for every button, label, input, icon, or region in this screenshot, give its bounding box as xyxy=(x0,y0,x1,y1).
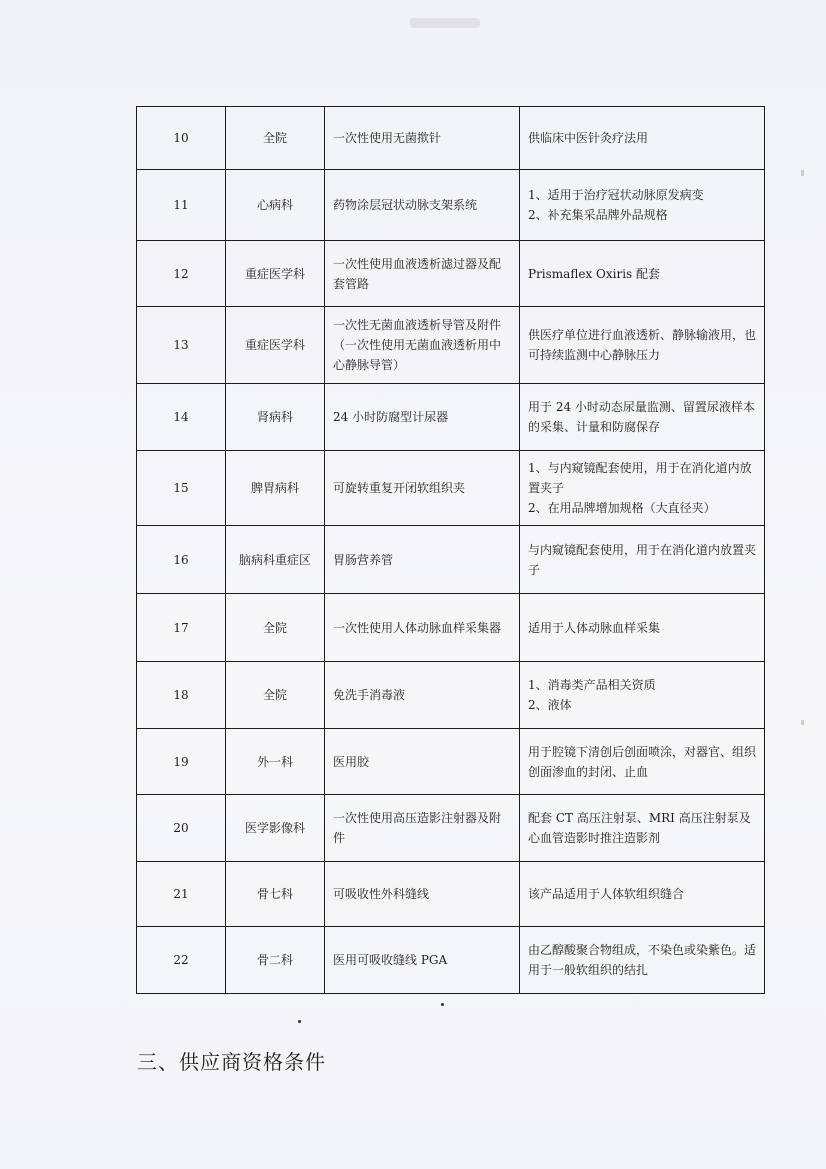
row-product-name: 药物涂层冠状动脉支架系统 xyxy=(325,170,520,241)
row-product-name: 胃肠营养管 xyxy=(325,526,520,594)
table-row xyxy=(137,594,765,662)
row-usage: 用于 24 小时动态尿量监测、留置尿液样本的采集、计量和防腐保存 xyxy=(520,384,765,451)
table-row xyxy=(137,107,765,170)
table-row xyxy=(137,662,765,729)
row-department: 脑病科重症区 xyxy=(226,526,325,594)
row-department: 重症医学科 xyxy=(226,307,325,384)
row-number: 18 xyxy=(137,662,226,729)
row-number: 12 xyxy=(137,241,226,307)
row-product-name: 可旋转重复开闭软组织夹 xyxy=(325,451,520,526)
row-number: 11 xyxy=(137,170,226,241)
row-usage: 该产品适用于人体软组织缝合 xyxy=(520,862,765,927)
row-usage: 1、消毒类产品相关资质 2、液体 xyxy=(520,662,765,729)
procurement-items-table xyxy=(136,106,765,994)
row-department: 全院 xyxy=(226,662,325,729)
table-row xyxy=(137,795,765,862)
row-number: 15 xyxy=(137,451,226,526)
row-product-name: 一次性无菌血液透析导管及附件（一次性使用无菌血液透析用中心静脉导管） xyxy=(325,307,520,384)
table-row xyxy=(137,384,765,451)
table-row xyxy=(137,526,765,594)
row-product-name: 可吸收性外科缝线 xyxy=(325,862,520,927)
section-heading: 三、供应商资格条件 xyxy=(137,1050,326,1074)
row-number: 22 xyxy=(137,927,226,994)
row-product-name: 一次性使用高压造影注射器及附件 xyxy=(325,795,520,862)
row-product-name: 一次性使用血液透析滤过器及配套管路 xyxy=(325,241,520,307)
row-number: 20 xyxy=(137,795,226,862)
row-department: 骨二科 xyxy=(226,927,325,994)
row-product-name: 一次性使用无菌揿针 xyxy=(325,107,520,170)
table-row xyxy=(137,170,765,241)
table-row xyxy=(137,862,765,927)
row-department: 全院 xyxy=(226,107,325,170)
row-department: 肾病科 xyxy=(226,384,325,451)
row-product-name: 一次性使用人体动脉血样采集器 xyxy=(325,594,520,662)
row-usage: 与内窥镜配套使用，用于在消化道内放置夹子 xyxy=(520,526,765,594)
table-row xyxy=(137,927,765,994)
row-usage: 供临床中医针灸疗法用 xyxy=(520,107,765,170)
row-department: 重症医学科 xyxy=(226,241,325,307)
row-product-name: 医用可吸收缝线 PGA xyxy=(325,927,520,994)
scan-dot xyxy=(298,1020,301,1023)
table-row xyxy=(137,307,765,384)
row-usage: 配套 CT 高压注射泵、MRI 高压注射泵及心血管造影时推注造影剂 xyxy=(520,795,765,862)
row-department: 脾胃病科 xyxy=(226,451,325,526)
row-number: 19 xyxy=(137,729,226,795)
table-row xyxy=(137,729,765,795)
row-product-name: 免洗手消毒液 xyxy=(325,662,520,729)
row-usage: 适用于人体动脉血样采集 xyxy=(520,594,765,662)
row-product-name: 24 小时防腐型计尿器 xyxy=(325,384,520,451)
row-department: 外一科 xyxy=(226,729,325,795)
row-department: 骨七科 xyxy=(226,862,325,927)
row-department: 心病科 xyxy=(226,170,325,241)
row-product-name: 医用胶 xyxy=(325,729,520,795)
row-number: 14 xyxy=(137,384,226,451)
row-usage: 由乙醇酸聚合物组成，不染色或染紫色。适用于一般软组织的结扎 xyxy=(520,927,765,994)
table-row xyxy=(137,241,765,307)
scan-mark xyxy=(801,720,804,725)
row-department: 医学影像科 xyxy=(226,795,325,862)
row-usage: 1、适用于治疗冠状动脉原发病变 2、补充集采品牌外品规格 xyxy=(520,170,765,241)
row-department: 全院 xyxy=(226,594,325,662)
scan-dot xyxy=(441,1003,444,1006)
row-usage: 供医疗单位进行血液透析、静脉输液用，也可持续监测中心静脉压力 xyxy=(520,307,765,384)
row-usage: Prismaflex Oxiris 配套 xyxy=(520,241,765,307)
row-number: 16 xyxy=(137,526,226,594)
scan-mark xyxy=(410,18,480,28)
table-row xyxy=(137,451,765,526)
row-number: 21 xyxy=(137,862,226,927)
row-usage: 1、与内窥镜配套使用，用于在消化道内放置夹子 2、在用品牌增加规格（大直径夹） xyxy=(520,451,765,526)
row-number: 13 xyxy=(137,307,226,384)
row-number: 17 xyxy=(137,594,226,662)
row-usage: 用于腔镜下清创后创面喷涂，对器官、组织创面渗血的封闭、止血 xyxy=(520,729,765,795)
scan-mark xyxy=(801,170,804,176)
row-number: 10 xyxy=(137,107,226,170)
